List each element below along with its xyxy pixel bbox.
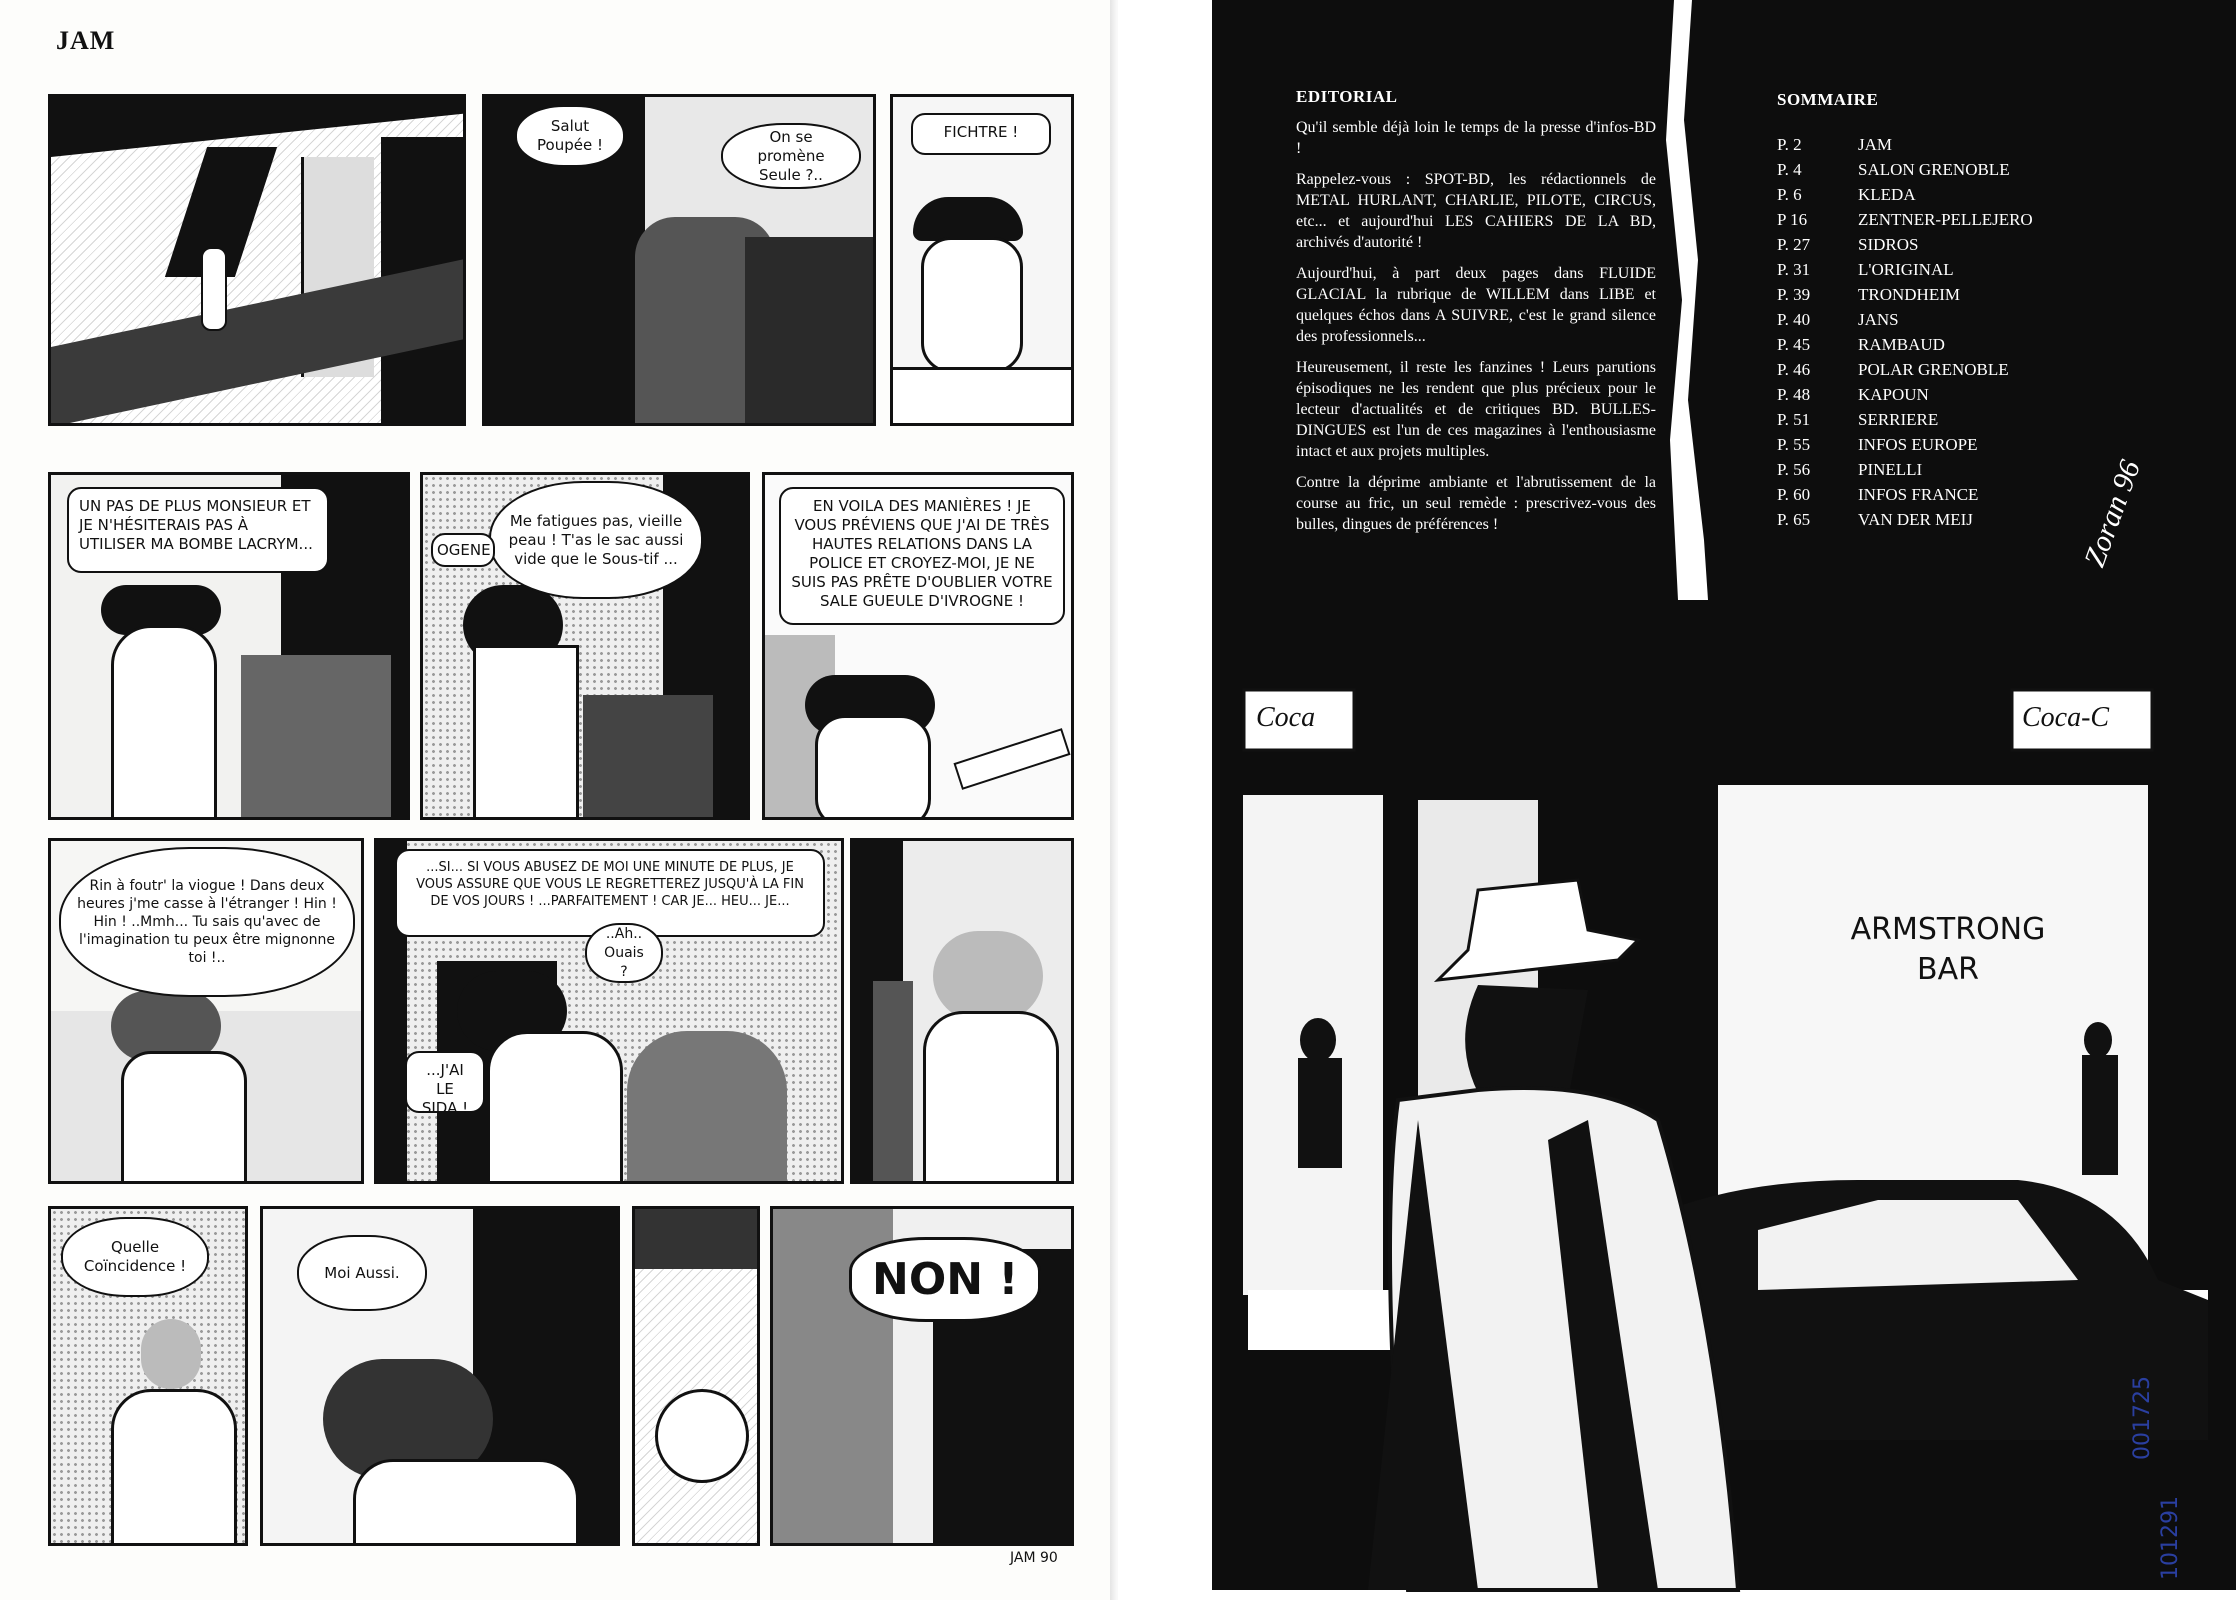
comic-panel-12 (632, 1206, 760, 1546)
toc-page-number: P. 56 (1777, 460, 1811, 479)
balloon-fragment: OGENE (431, 533, 495, 567)
toc-page-number: P. 27 (1777, 235, 1811, 254)
toc-entry (1777, 507, 2077, 532)
archive-stamp: 001725 (2130, 1376, 2155, 1460)
toc-page-number: P. 4 (1777, 160, 1802, 179)
toc-entry (1777, 332, 2077, 357)
toc-title: PINELLI (1858, 460, 1923, 479)
toc-entry (1777, 232, 2077, 257)
toc-title: SERRIERE (1858, 410, 1939, 429)
comic-panel-9 (850, 838, 1074, 1184)
toc-page-number: P. 60 (1777, 485, 1811, 504)
toc-title: L'ORIGINAL (1858, 260, 1954, 279)
toc-entry (1777, 157, 2077, 182)
speech-balloon: Salut Poupée ! (515, 105, 625, 167)
toc-entry (1777, 407, 2077, 432)
toc-title: RAMBAUD (1858, 335, 1945, 354)
toc-page-number: P. 51 (1777, 410, 1811, 429)
shop-sign-right: Coca-C (2022, 702, 2110, 733)
toc-title: POLAR GRENOBLE (1858, 360, 2009, 379)
toc-entry (1777, 257, 2077, 282)
toc-page-number: P. 40 (1777, 310, 1811, 329)
editorial-paragraph: Rappelez-vous : SPOT-BD, les rédactionnels de METAL HURLANT, CHARLIE, PILOTE, CIRCUS, etc... et aujourd'hui LES CAHIERS DE LA BD, archivés d'autorité ! (1296, 171, 1656, 251)
comic-panel-11 (260, 1206, 620, 1546)
comic-panel-8 (374, 838, 844, 1184)
comic-panel-10 (48, 1206, 248, 1546)
toc-page-number: P. 48 (1777, 385, 1811, 404)
toc-entry (1777, 182, 2077, 207)
toc-entry (1777, 307, 2077, 332)
speech-balloon: EN VOILA DES MANIÈRES ! JE VOUS PRÉVIENS QUE J'AI DE TRÈS HAUTES RELATIONS DANS LA POLICE ET CROYEZ-MOI, JE NE SUIS PAS PRÊTE D'OUBLIER VOTRE SALE GUEULE D'IVROGNE ! (779, 487, 1065, 625)
illustrator-signature: Zoran 96 (2078, 455, 2147, 572)
sound-effect: NON ! (849, 1237, 1041, 1322)
toc-page-number: P. 31 (1777, 260, 1811, 279)
speech-balloon: ...SI... SI VOUS ABUSEZ DE MOI UNE MINUTE DE PLUS, JE VOUS ASSURE QUE VOUS LE REGRETTEREZ JUSQU'À LA FIN DE VOS JOURS ! ...PARFAITEMENT ! CAR JE... HEU... JE... (395, 849, 825, 937)
toc-entry (1777, 282, 2077, 307)
toc-page-number: P. 45 (1777, 335, 1811, 354)
toc-title: JAM (1858, 135, 1893, 154)
toc-entry (1777, 457, 2077, 482)
toc-title: SALON GRENOBLE (1858, 160, 2010, 179)
toc-title: ZENTNER-PELLEJERO (1858, 210, 2033, 229)
editorial-paragraph: Heureusement, il reste les fanzines ! Leurs parutions épisodiques ne les rendent que plus précieux pour le lecteur d'actualités et de critiques BD. BULLES-DINGUES est l'un de ces magazines à l'enthousiasme intact et aux projets multiples. (1296, 359, 1656, 460)
speech-balloon: Rin à foutr' la viogue ! Dans deux heures j'me casse à l'étranger ! Hin ! Hin ! ..Mmh... Tu sais qu'avec de l'imagination tu peux être mignonne toi !.. (59, 847, 355, 997)
speech-balloon: UN PAS DE PLUS MONSIEUR ET JE N'HÉSITERAIS PAS À UTILISER MA BOMBE LACRYM... (67, 487, 329, 573)
toc-entry (1777, 482, 2077, 507)
toc-page-number: P. 2 (1777, 135, 1802, 154)
editorial-paragraph: Qu'il semble déjà loin le temps de la presse d'infos-BD ! (1296, 119, 1656, 157)
toc-title: VAN DER MEIJ (1858, 510, 1973, 529)
toc-title: INFOS FRANCE (1858, 485, 1979, 504)
table-of-contents (1777, 90, 2077, 532)
editorial-paragraph: Contre la déprime ambiante et l'abrutissement de la course au fric, un seul remède : prescrivez-vous des bulles, dingues de préférences ! (1296, 474, 1656, 533)
running-head: JAM (56, 26, 116, 55)
comic-panel-3 (890, 94, 1074, 426)
speech-balloon: Moi Aussi. (297, 1235, 427, 1311)
toc-title: INFOS EUROPE (1858, 435, 1978, 454)
thought-balloon: FICHTRE ! (911, 113, 1051, 155)
toc-page-number: P. 46 (1777, 360, 1811, 379)
comic-panel-1 (48, 94, 466, 426)
speech-balloon: ..Ah.. Ouais ? (585, 923, 663, 983)
comic-panel-5 (420, 472, 750, 820)
comic-panel-13 (770, 1206, 1074, 1546)
speech-balloon: Quelle Coïncidence ! (61, 1217, 209, 1297)
toc-entry (1777, 357, 2077, 382)
comic-panel-4 (48, 472, 410, 820)
toc-entry (1777, 207, 2077, 232)
toc-entry (1777, 432, 2077, 457)
comic-panel-6 (762, 472, 1074, 820)
toc-page-number: P. 55 (1777, 435, 1811, 454)
bar-window-lettering: ARMSTRONG BAR (1850, 912, 2046, 987)
editorial-heading: EDITORIAL (1296, 87, 1398, 106)
toc-entry (1777, 382, 2077, 407)
toc-title: TRONDHEIM (1858, 285, 1960, 304)
editorial-paragraph: Aujourd'hui, à part deux pages dans FLUIDE GLACIAL la rubrique de WILLEM dans LIBE et quelques échos dans A SUIVRE, c'est le grand silence des professionnels... (1296, 265, 1656, 345)
toc-page-number: P 16 (1777, 210, 1808, 229)
toc-heading: SOMMAIRE (1777, 90, 1879, 109)
speech-balloon: Me fatigues pas, vieille peau ! T'as le sac aussi vide que le Sous-tif ... (489, 481, 703, 599)
editorial-column (1296, 86, 1656, 545)
toc-entry (1777, 132, 2077, 157)
speech-balloon: On se promène Seule ?.. (721, 123, 861, 189)
comic-panel-2 (482, 94, 876, 426)
comic-panel-7 (48, 838, 364, 1184)
toc-page-number: P. 65 (1777, 510, 1811, 529)
toc-title: KAPOUN (1858, 385, 1929, 404)
toc-title: KLEDA (1858, 185, 1916, 204)
toc-page-number: P. 39 (1777, 285, 1811, 304)
archive-stamp: 101291 (2158, 1496, 2183, 1580)
toc-page-number: P. 6 (1777, 185, 1802, 204)
shop-sign-left: Coca (1256, 702, 1316, 733)
artist-signature: JAM 90 (1010, 1550, 1058, 1566)
toc-title: SIDROS (1858, 235, 1919, 254)
speech-balloon: ...J'AI LE SIDA ! (405, 1051, 485, 1113)
toc-title: JANS (1858, 310, 1899, 329)
